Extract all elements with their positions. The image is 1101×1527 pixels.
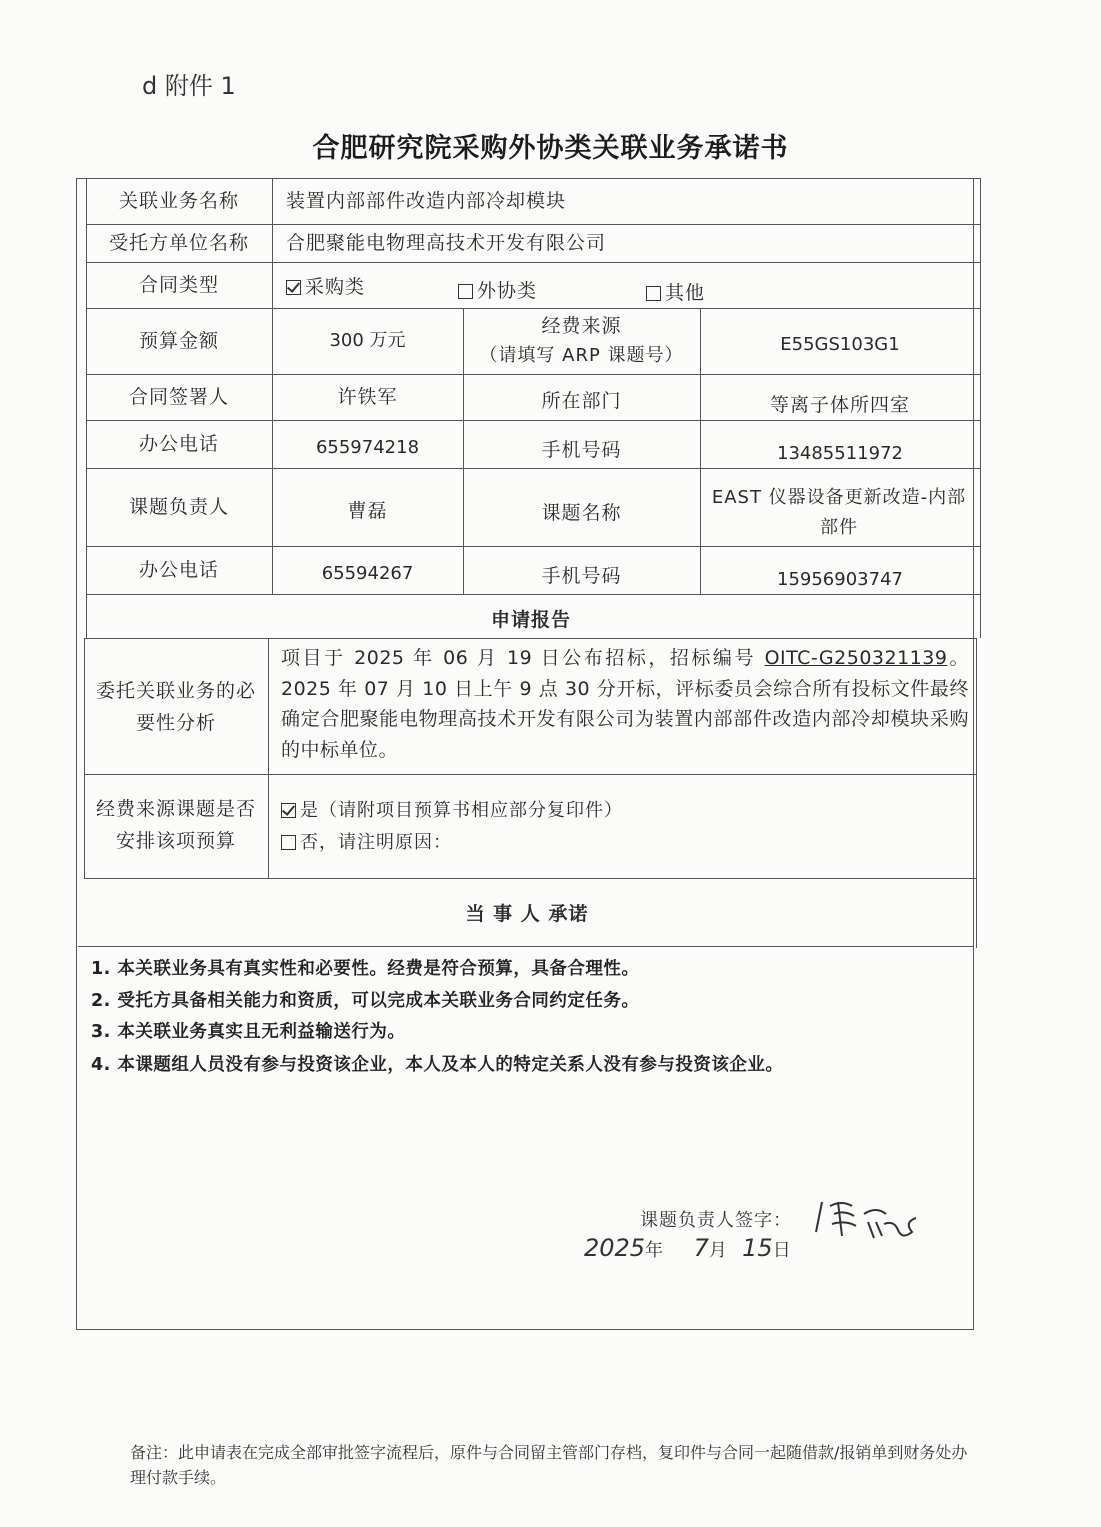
fund-source-label-line1: 经费来源 — [541, 315, 622, 337]
trustee-label: 受托方单位名称 — [108, 232, 249, 254]
table-rule — [84, 878, 977, 879]
business-name-label: 关联业务名称 — [118, 190, 239, 212]
necessity-text — [281, 643, 969, 765]
contract-type-option-purchase[interactable] — [286, 264, 466, 310]
budget-check-label — [84, 780, 268, 870]
commitment-item: 3. 本关联业务真实且无利益输送行为。 — [91, 1022, 406, 1042]
table-rule — [84, 774, 977, 775]
date-year-char: 年 — [645, 1240, 664, 1261]
leader-label: 课题负责人 — [128, 496, 229, 518]
budget-value: 300 万元 — [329, 330, 406, 351]
office-phone-label: 办公电话 — [138, 433, 219, 455]
handwritten-signature — [812, 1192, 920, 1252]
necessity-label — [84, 652, 268, 762]
checkbox-unchecked-icon — [281, 835, 296, 850]
office-phone-value: 655974218 — [315, 437, 420, 458]
signature-date — [584, 1234, 791, 1262]
fund-source-value: E55GS103G1 — [780, 334, 900, 355]
necessity-text-part2: 。2025 年 07 月 10 日上午 9 点 30 分开标，评标委员会综合所有投标文件最终确定合肥聚能电物理高技术开发有限公司为装置内部部件改造内部冷却模块采购的中标单位。 — [281, 647, 969, 761]
attachment-label: d 附件 1 — [142, 72, 236, 100]
yes-option-label: 是（请附项目预算书相应部分复印件） — [300, 800, 623, 821]
commitment-item: 4. 本课题组人员没有参与投资该企业，本人及本人的特定关系人没有参与投资该企业。 — [91, 1055, 784, 1075]
commitment-item: 1. 本关联业务具有真实性和必要性。经费是符合预算，具备合理性。 — [91, 959, 640, 979]
mobile-label: 手机号码 — [541, 439, 622, 461]
budget-label: 预算金额 — [138, 330, 219, 352]
checkbox-unchecked-icon — [458, 284, 473, 299]
option-label: 外协类 — [477, 280, 538, 302]
date-day-char: 日 — [772, 1240, 791, 1261]
signature-label: 课题负责人签字： — [640, 1210, 792, 1231]
option-label: 采购类 — [305, 276, 366, 298]
commitment-item: 2. 受托方具备相关能力和资质，可以完成本关联业务合同约定任务。 — [91, 991, 640, 1011]
signer-label: 合同签署人 — [128, 386, 229, 408]
checkbox-checked-icon — [286, 280, 301, 295]
page-title: 合肥研究院采购外协类关联业务承诺书 — [312, 133, 789, 164]
business-name-value: 装置内部部件改造内部冷却模块 — [286, 190, 567, 212]
necessity-label-line1: 委托关联业务的必 — [95, 680, 256, 702]
leader-value: 曹磊 — [347, 500, 388, 522]
table-rule — [78, 946, 974, 947]
budget-check-label-line2: 安排该项预算 — [115, 830, 236, 852]
necessity-text-part1: 项目于 2025 年 06 月 19 日公布招标，招标编号 — [281, 647, 765, 669]
commitment-header: 当 事 人 承诺 — [465, 903, 589, 925]
table-rule — [268, 638, 269, 878]
application-header: 申请报告 — [490, 609, 571, 631]
project-name-label: 课题名称 — [541, 502, 622, 524]
mobile-value: 13485511972 — [777, 443, 903, 464]
office-phone2-label: 办公电话 — [138, 559, 219, 581]
checkbox-unchecked-icon — [646, 286, 661, 301]
fund-source-label-line2: （请填写 ARP 课题号） — [479, 345, 684, 366]
mobile2-label: 手机号码 — [541, 565, 622, 587]
option-label: 其他 — [665, 282, 706, 304]
budget-yes-option[interactable] — [281, 796, 623, 822]
fund-source-label — [463, 308, 700, 374]
budget-check-label-line1: 经费来源课题是否 — [95, 798, 256, 820]
contract-type-label: 合同类型 — [138, 274, 219, 296]
table-rule — [976, 638, 977, 948]
footnote: 备注：此申请表在完成全部审批签字流程后，原件与合同留主管部门存档，复印件与合同一起随借款/报销单到财务处办理付款手续。 — [130, 1443, 968, 1487]
date-month: 7 — [693, 1234, 709, 1262]
office-phone2-value: 65594267 — [321, 563, 414, 584]
budget-no-option[interactable] — [281, 828, 452, 854]
checkbox-checked-icon — [281, 803, 296, 818]
date-month-char: 月 — [708, 1240, 727, 1261]
trustee-value: 合肥聚能电物理高技术开发有限公司 — [286, 232, 607, 254]
dept-value: 等离子体所四室 — [769, 394, 910, 416]
table-rule — [980, 178, 981, 638]
mobile2-value: 15956903747 — [777, 569, 903, 590]
project-name-value: EAST 仪器设备更新改造-内部部件 — [711, 487, 967, 538]
signer-value: 许铁军 — [337, 386, 398, 408]
date-year: 2025 — [584, 1234, 646, 1262]
tender-code: OITC-G250321139 — [764, 647, 948, 669]
dept-label: 所在部门 — [541, 390, 622, 412]
date-day: 15 — [742, 1234, 773, 1262]
no-option-label: 否，请注明原因： — [300, 832, 452, 853]
necessity-label-line2: 要性分析 — [135, 712, 216, 734]
